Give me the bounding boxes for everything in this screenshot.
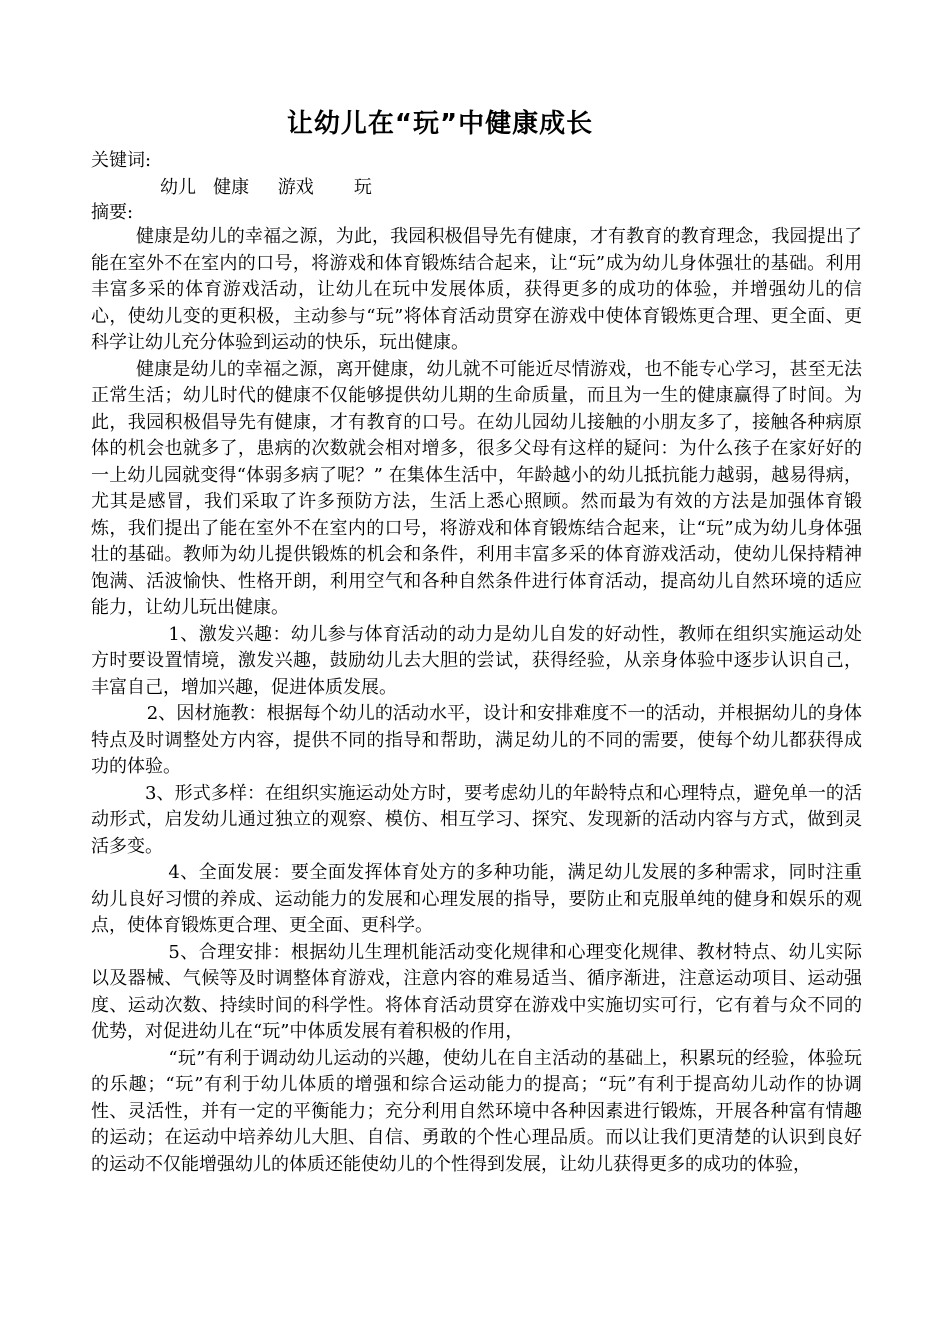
keyword: 游戏 (277, 177, 314, 198)
document-title: 让幼儿在“玩”中健康成长 (286, 109, 594, 139)
list-item-4: 4、全面发展：要全面发挥体育处方的多种功能，满足幼儿发展的多种需求，同时注重幼儿良好习惯的养成、运动能力的发展和心理发展的指导，要防止和克服单纯的健身和娱乐的观点，使体育锻炼更合理、更全面、更科学。 (91, 862, 862, 936)
closing-paragraph: “玩”有利于调动幼儿运动的兴趣，使幼儿在自主活动的基础上，积累玩的经验，体验玩的乐趣；“玩”有利于幼儿体质的增强和综合运动能力的提高；“玩”有利于提高幼儿动作的协调性、灵活性，并有一定的平衡能力；充分利用自然环境中各种因素进行锻炼，开展各种富有情趣的运动；在运动中培养幼儿大胆、自信、勇敢的个性心理品质。而以让我们更清楚的认识到良好的运动不仅能增强幼儿的体质还能使幼儿的个性得到发展，让幼儿获得更多的成功的体验， (91, 1047, 862, 1175)
list-item-1: 1、激发兴趣：幼儿参与体育活动的动力是幼儿自发的好动性，教师在组织实施运动处方时要设置情境，激发兴趣，鼓励幼儿去大胆的尝试，获得经验，从亲身体验中逐步认识自己，丰富自己，增加兴趣，促进体质发展。 (91, 623, 862, 698)
keyword: 玩 (353, 177, 372, 198)
abstract-paragraph: 健康是幼儿的幸福之源，为此，我园积极倡导先有健康，才有教育的教育理念，我园提出了能在室外不在室内的口号，将游戏和体育锻炼结合起来，让“玩”成为幼儿身体强壮的基础。利用丰富多采的体育游戏活动，让幼儿在玩中发展体质，获得更多的成功的体验，并增强幼儿的信心，使幼儿变的更积极，主动参与“玩”将体育活动贯穿在游戏中使体育锻炼更合理、更全面、更科学让幼儿充分体验到运动的快乐，玩出健康。 (91, 226, 862, 353)
keyword: 健康 (213, 177, 250, 198)
list-item-5: 5、合理安排：根据幼儿生理机能活动变化规律和心理变化规律、教材特点、幼儿实际以及器械、气候等及时调整体育游戏，注意内容的难易适当、循序渐进，注意运动项目、运动强度、运动次数、持续时间的科学性。将体育活动贯穿在游戏中实施切实可行，它有着与众不同的优势，对促进幼儿在“玩”中体质发展有着积极的作用， (91, 941, 862, 1042)
abstract-label: 摘要: (91, 202, 134, 223)
intro-paragraph: 健康是幼儿的幸福之源，离开健康，幼儿就不可能近尽情游戏，也不能专心学习，甚至无法正常生活；幼儿时代的健康不仅能够提供幼儿期的生命质量，而且为一生的健康赢得了时间。为此，我园积极倡导先有健康，才有教育的口号。在幼儿园幼儿接触的小朋友多了，接触各种病原体的机会也就多了，患病的次数就会相对增多，很多父母有这样的疑问：为什么孩子在家好好的一上幼儿园就变得“体弱多病了呢？” 在集体生活中，年龄越小的幼儿抵抗能力越弱，越易得病，尤其是感冒，我们采取了许多预防方法，生活上悉心照顾。然而最为有效的方法是加强体育锻炼，我们提出了能在室外不在室内的口号，将游戏和体育锻炼结合起来，让“玩”成为幼儿身体强壮的基础。教师为幼儿提供锻炼的机会和条件，利用丰富多采的体育游戏活动，使幼儿保持精神饱满、活波愉快、性格开朗，利用空气和各种自然条件进行体育活动，提高幼儿自然环境的适应能力，让幼儿玩出健康。 (91, 358, 862, 618)
keyword: 幼儿 (160, 177, 196, 198)
list-item-3: 3、形式多样：在组织实施运动处方时，要考虑幼儿的年龄特点和心理特点，避免单一的活动形式，启发幼儿通过独立的观察、模仿、相互学习、探究、发现新的活动内容与方式，做到灵活多变。 (91, 782, 862, 857)
keywords-list (160, 175, 372, 201)
list-item-2: 2、因材施教：根据每个幼儿的活动水平，设计和安排难度不一的活动，并根据幼儿的身体特点及时调整处方内容，提供不同的指导和帮助，满足幼儿的不同的需要，使每个幼儿都获得成功的体验。 (91, 703, 862, 777)
document-body (91, 224, 862, 1178)
keywords-label: 关键词: (91, 150, 152, 171)
